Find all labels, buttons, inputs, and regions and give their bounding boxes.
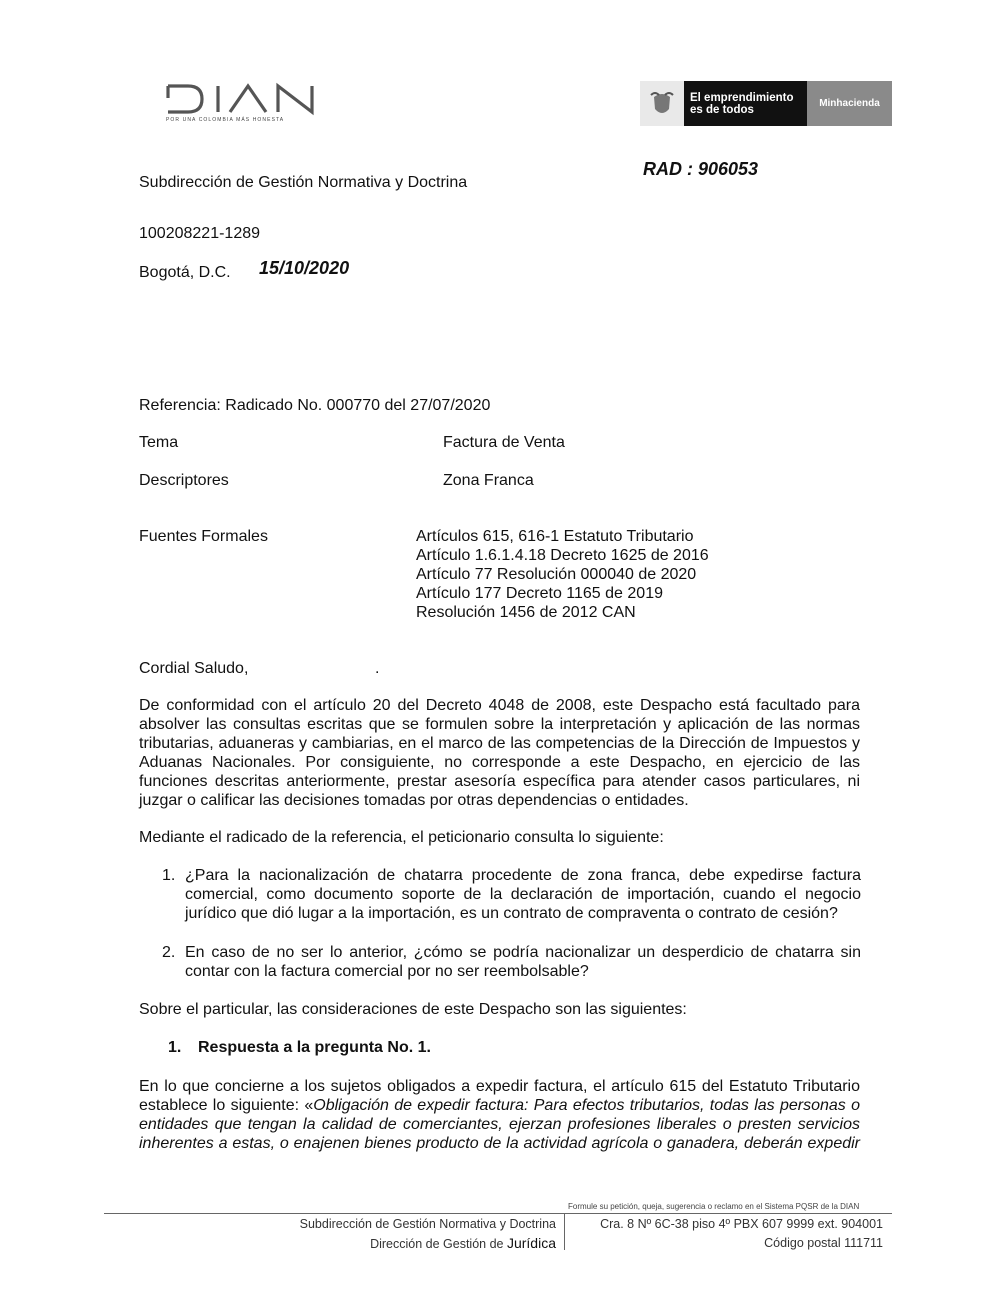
paragraph-article-615-quote: Obligación de expedir factura: Para efectos tributarios, todas las personas o entidades que tengan la calidad de comerciantes, ejerzan profesiones liberales o presten servicios inherentes a estas, o enajenen bienes producto de la actividad agrícola o ganadera, deberán expedir (139, 1097, 861, 1152)
answer-heading-text: Respuesta a la pregunta No. 1. (198, 1039, 431, 1056)
colombia-coat-of-arms-icon (640, 81, 684, 126)
ministry-label: Minhacienda (807, 81, 892, 126)
paragraph-consideraciones: Sobre el particular, las consideraciones de este Despacho son las siguientes: (139, 1001, 687, 1018)
tema-label: Tema (139, 434, 179, 451)
footer-right (570, 1215, 883, 1253)
question-number: 2. (162, 944, 176, 961)
dian-tagline: POR UNA COLOMBIA MÁS HONESTA (166, 117, 285, 123)
tema-value: Factura de Venta (443, 434, 565, 451)
fuente-item: Artículos 615, 616-1 Estatuto Tributario (416, 528, 694, 545)
answer-heading-number: 1. (168, 1039, 182, 1056)
descriptores-value: Zona Franca (443, 472, 534, 489)
footer-postal-code: Código postal 111711 (764, 1236, 883, 1250)
subdireccion: Subdirección de Gestión Normativa y Doctrina (139, 174, 468, 191)
gov-slogan-line2: es de todos (690, 104, 754, 116)
footer-direccion-prefix: Dirección de Gestión de (370, 1237, 507, 1251)
fuente-item: Artículo 1.6.1.4.18 Decreto 1625 de 2016 (416, 547, 709, 564)
answer-heading (168, 1038, 431, 1057)
city: Bogotá, D.C. (139, 264, 231, 281)
paragraph-article-615 (139, 1077, 860, 1153)
dian-wordmark-icon (166, 80, 326, 116)
gov-slogan-line1: El emprendimiento (690, 92, 794, 104)
saludo-dot: . (375, 660, 380, 677)
saludo: Cordial Saludo, (139, 660, 249, 677)
document-date: 15/10/2020 (259, 258, 350, 278)
question-number: 1. (162, 867, 176, 884)
descriptores-label: Descriptores (139, 472, 229, 489)
footer-divider-line (104, 1213, 892, 1214)
fuentes-label: Fuentes Formales (139, 528, 268, 545)
fuente-item: Resolución 1456 de 2012 CAN (416, 604, 636, 621)
footer-direccion (200, 1234, 556, 1254)
question-text: En caso de no ser lo anterior, ¿cómo se podría nacionalizar un desperdicio de chatarra sin contar con la factura comercial por no ser reembolsable? (185, 944, 861, 980)
fuente-item: Artículo 77 Resolución 000040 de 2020 (416, 566, 697, 583)
paragraph-consulta: Mediante el radicado de la referencia, el peticionario consulta lo siguiente: (139, 829, 664, 846)
paragraph-competence: De conformidad con el artículo 20 del Decreto 4048 de 2008, este Despacho está facultado para absolver las consultas escritas que se formulen sobre la interpretación y aplicación de las normas tributarias, aduaneras y cambiarias, en el marco de las competencias de la Dirección de Impuestos y Aduanas Nacionales. Por consiguiente, no corresponde a este Despacho, en ejercicio de las funciones descritas anteriormente, prestar asesoría específica para atender casos particulares, ni juzgar o calificar las decisiones tomadas por otras dependencias o entidades. (139, 697, 860, 809)
government-logo (640, 81, 892, 126)
referencia: Referencia: Radicado No. 000770 del 27/07/2020 (139, 397, 491, 414)
paragraph-article-615-text: En lo que concierne a los sujetos obligados a expedir factura, el artículo 615 del Estatuto Tributario establece lo siguiente: « (139, 1078, 860, 1114)
footer-vertical-divider (564, 1213, 565, 1250)
footer-juridica: Jurídica (506, 1235, 556, 1251)
footer-left (200, 1215, 556, 1254)
rad-number: RAD : 906053 (643, 159, 759, 179)
question-text: ¿Para la nacionalización de chatarra procedente de zona franca, debe expedirse factura comercial, como documento soporte de la declaración de importación, cuando el negocio jurídico que dió lugar a la importación, es un contrato de compraventa o contrato de cesión? (185, 867, 861, 922)
pqsr-note: Formule su petición, queja, sugerencia o reclamo en el Sistema PQSR de la DIAN (568, 1202, 860, 1211)
footer-subdireccion: Subdirección de Gestión Normativa y Doctrina (299, 1217, 556, 1231)
fuentes-list (416, 527, 709, 622)
gov-slogan (684, 81, 807, 126)
footer-address: Cra. 8 Nº 6C-38 piso 4º PBX 607 9999 ext. 904001 (600, 1217, 883, 1231)
fuente-item: Artículo 177 Decreto 1165 de 2019 (416, 585, 663, 602)
reference-number: 100208221-1289 (139, 225, 261, 242)
